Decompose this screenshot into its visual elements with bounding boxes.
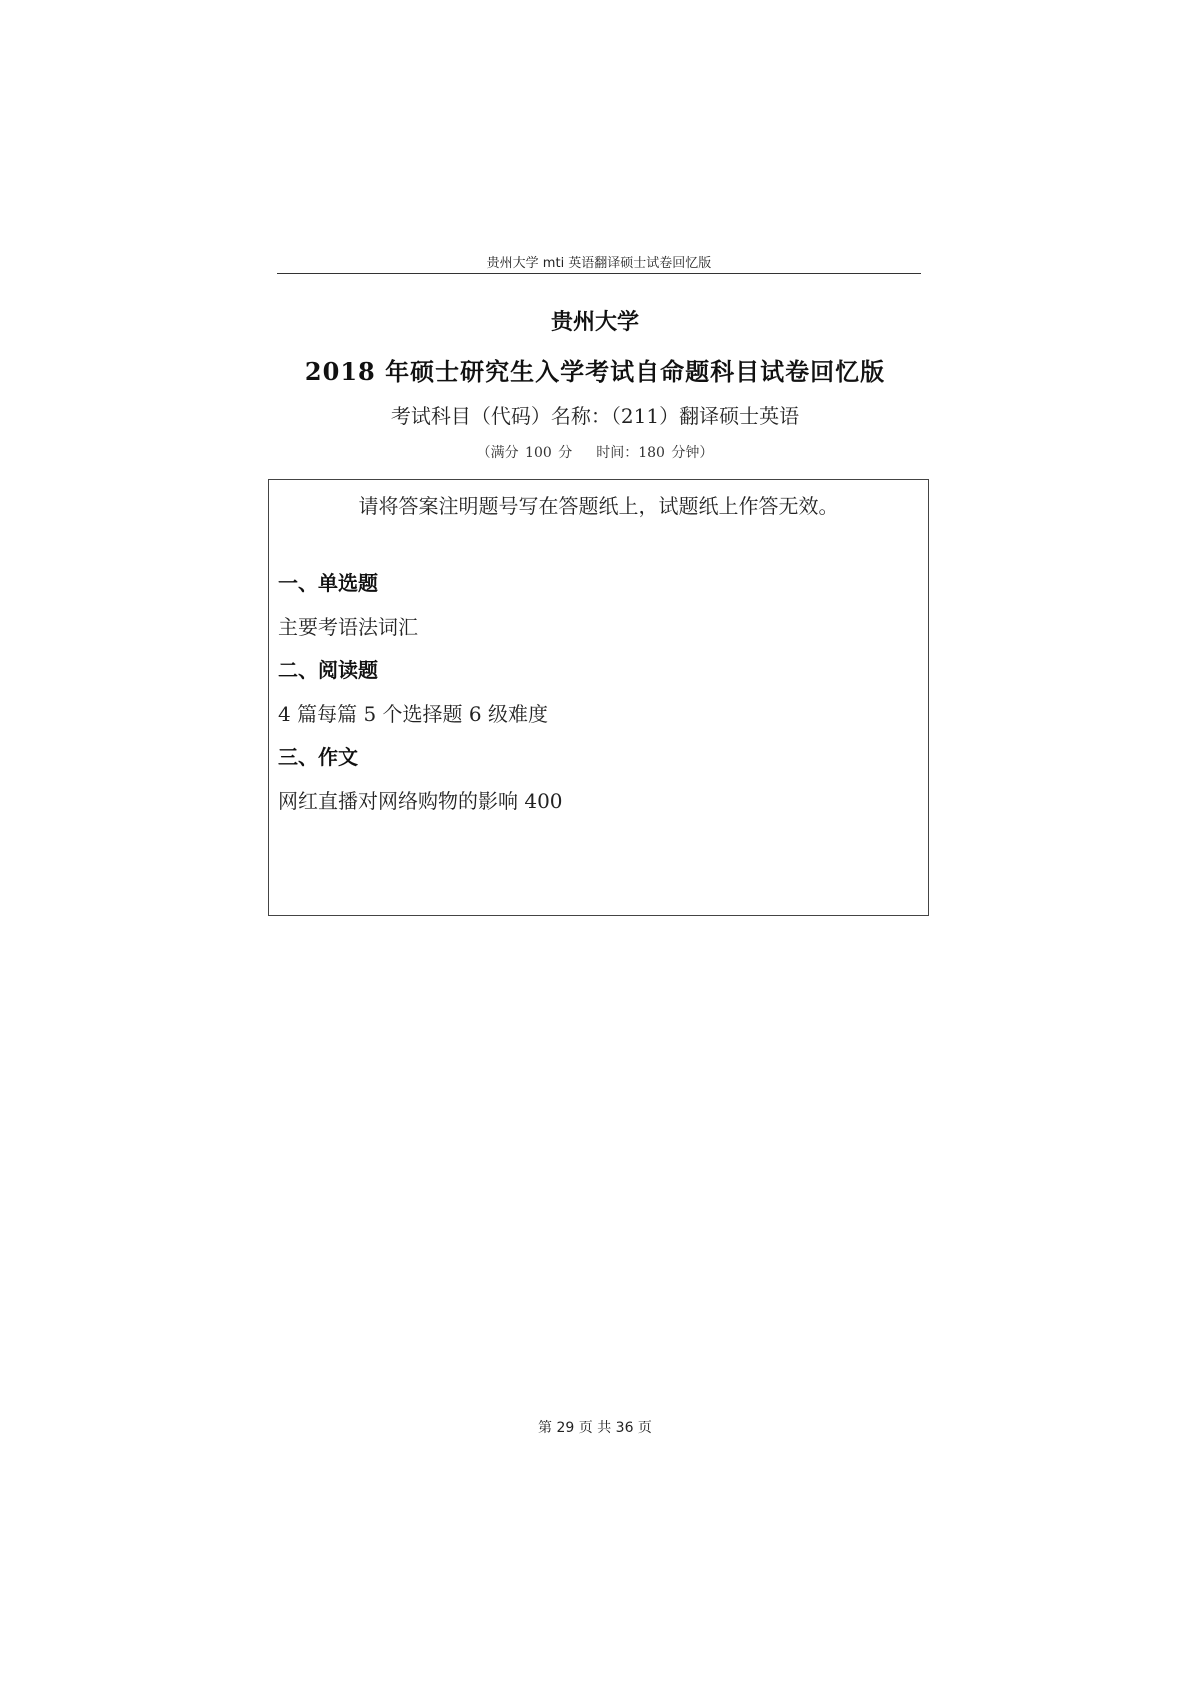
page-header: 贵州大学 mti 英语翻译硕士试卷回忆版	[486, 256, 712, 271]
exam-box	[268, 479, 929, 916]
section-heading: 三、作文	[278, 745, 358, 769]
section-heading: 二、阅读题	[278, 658, 378, 682]
full-score: （满分 100 分	[476, 445, 573, 461]
university-title: 贵州大学	[550, 310, 639, 335]
subject-line: 考试科目（代码）名称：（211）翻译硕士英语	[390, 404, 800, 428]
exam-title: 2018 年硕士研究生入学考试自命题科目试卷回忆版	[304, 357, 886, 386]
section-body: 网红直播对网络购物的影响 400	[278, 789, 563, 813]
instruction: 请将答案注明题号写在答题纸上，试题纸上作答无效。	[358, 494, 839, 518]
section-body: 主要考语法词汇	[278, 615, 418, 639]
page-footer: 第 29 页 共 36 页	[538, 1420, 652, 1436]
section-heading: 一、单选题	[278, 571, 378, 595]
header-rule	[277, 273, 921, 274]
section-body: 4 篇每篇 5 个选择题 6 级难度	[278, 702, 548, 726]
score-time-line	[0, 442, 1190, 462]
exam-time: 时间：180 分钟）	[596, 445, 714, 461]
